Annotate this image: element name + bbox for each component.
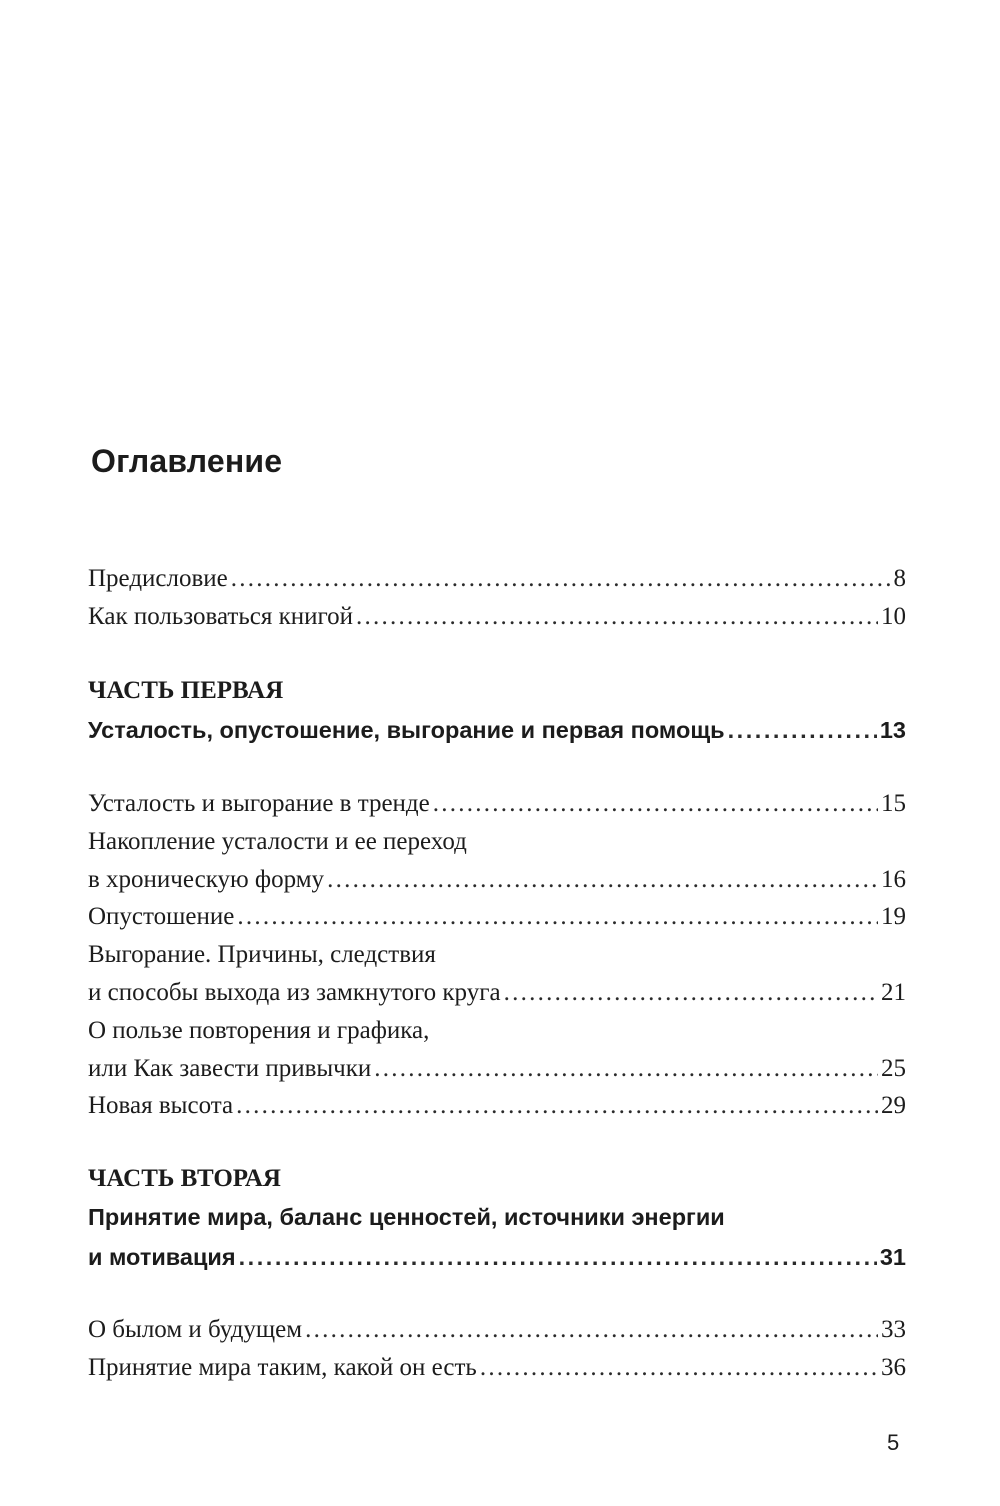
- toc-entry-page: 25: [881, 1055, 906, 1082]
- leader-dots: [231, 560, 891, 598]
- part-heading-page: 31: [879, 1244, 906, 1270]
- toc-entry-title-line1: О пользе повторения и графика,: [88, 1017, 430, 1044]
- toc-entry[interactable]: [88, 1349, 906, 1387]
- toc-entry-page: 29: [881, 1092, 906, 1119]
- toc-entry-title: Опустошение: [88, 903, 235, 930]
- toc-entry-page: 16: [881, 866, 906, 893]
- part-label: ЧАСТЬ ВТОРАЯ: [88, 1165, 281, 1192]
- toc-entry[interactable]: [88, 936, 906, 1012]
- toc-entry[interactable]: [88, 823, 906, 899]
- toc-entry[interactable]: [88, 785, 906, 823]
- page-number: 5: [887, 1430, 900, 1455]
- toc-entry[interactable]: [88, 1311, 906, 1349]
- toc-entry-title-line1: Накопление усталости и ее переход: [88, 828, 467, 855]
- part-heading-title-line1: Принятие мира, баланс ценностей, источники энергии: [88, 1204, 725, 1230]
- leader-dots: [356, 598, 878, 636]
- part-heading-page: 13: [879, 717, 906, 743]
- part-label: ЧАСТЬ ПЕРВАЯ: [88, 677, 284, 704]
- part-heading-title-line2: и мотивация: [88, 1244, 236, 1270]
- leader-dots: [374, 1050, 878, 1088]
- toc-entry-title: Принятие мира таким, какой он есть: [88, 1354, 477, 1381]
- toc-entry-title: Усталость и выгорание в тренде: [88, 790, 430, 817]
- toc-entry-title-line2: и способы выхода из замкнутого круга: [88, 979, 501, 1006]
- toc-entry-title: Новая высота: [88, 1092, 234, 1119]
- toc-title: Оглавление: [91, 443, 283, 479]
- toc-entry-title-line2: или Как завести привычки: [88, 1055, 372, 1082]
- leader-dots: [728, 710, 877, 750]
- leader-dots: [305, 1311, 878, 1349]
- part-heading-entry[interactable]: [88, 1197, 906, 1277]
- toc-entry-page: 10: [881, 603, 906, 630]
- toc-entry-page: 33: [881, 1316, 906, 1343]
- toc-entry[interactable]: [88, 598, 906, 636]
- leader-dots: [433, 785, 878, 823]
- toc-entry[interactable]: [88, 1012, 906, 1088]
- leader-dots: [327, 861, 878, 899]
- toc-entry[interactable]: [88, 1087, 906, 1125]
- leader-dots: [480, 1349, 878, 1387]
- toc-entry-page: 21: [881, 979, 906, 1006]
- toc-entry-title: О былом и будущем: [88, 1316, 303, 1343]
- leader-dots: [239, 1237, 877, 1277]
- leader-dots: [236, 1087, 878, 1125]
- toc-entry-page: 19: [881, 903, 906, 930]
- toc-entry-page: 15: [881, 790, 906, 817]
- part-heading-entry[interactable]: [88, 710, 906, 750]
- toc-entry-page: 8: [893, 565, 906, 592]
- toc-entry[interactable]: [88, 898, 906, 936]
- toc-entry-title-line1: Выгорание. Причины, следствия: [88, 941, 436, 968]
- toc-entry-title-line2: в хроническую форму: [88, 866, 325, 893]
- toc-entry[interactable]: [88, 560, 906, 598]
- part-heading-title: Усталость, опустошение, выгорание и первая помощь: [88, 717, 725, 743]
- toc-entry-title: Как пользоваться книгой: [88, 603, 354, 630]
- toc-entry-page: 36: [881, 1354, 906, 1381]
- toc-entry-title: Предисловие: [88, 565, 228, 592]
- leader-dots: [237, 898, 878, 936]
- leader-dots: [504, 974, 878, 1012]
